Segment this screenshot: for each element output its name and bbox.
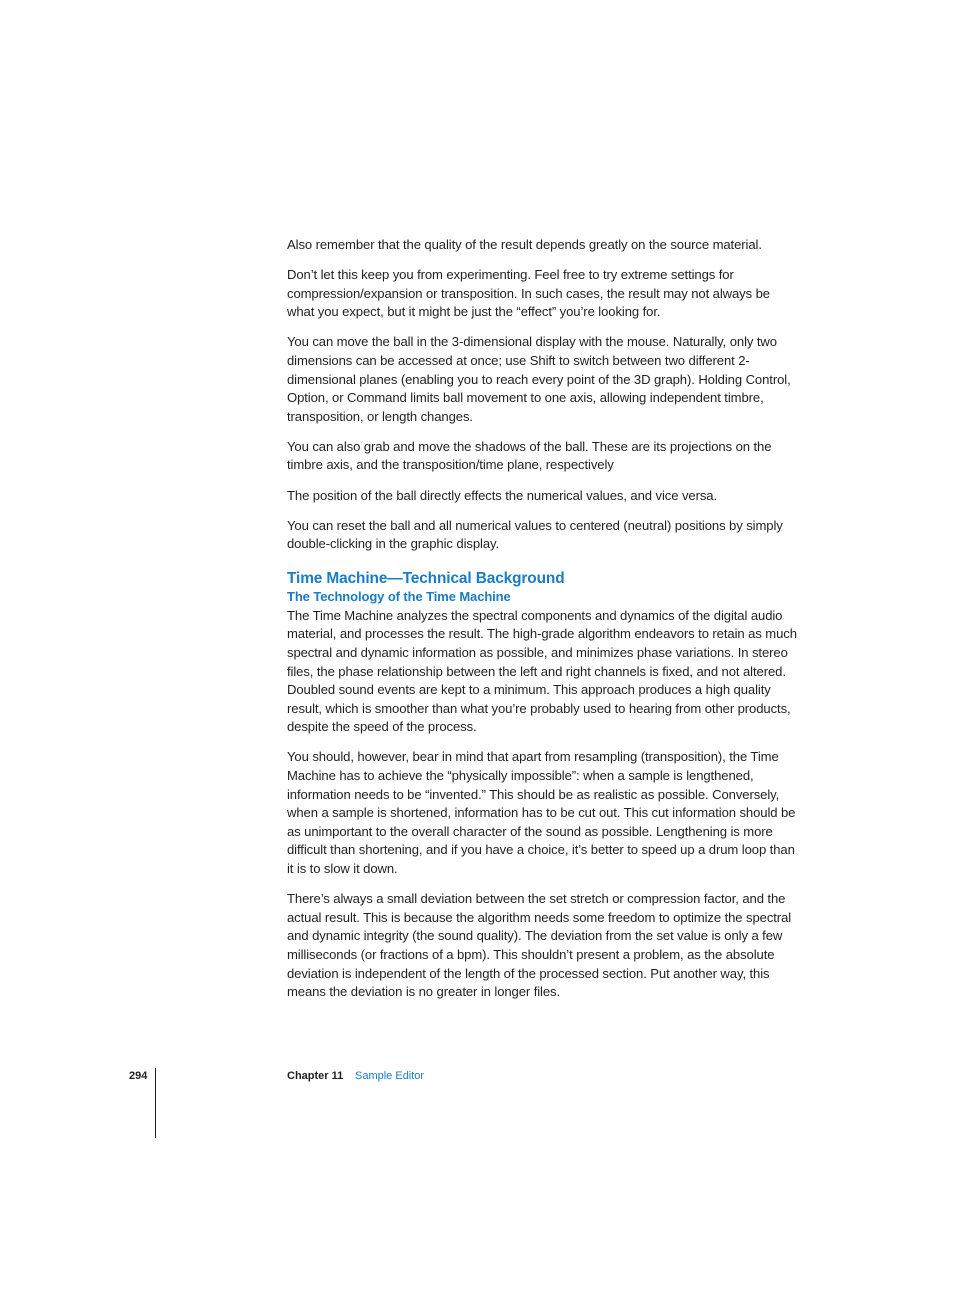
body-paragraph: Also remember that the quality of the result depends greatly on the source material.	[287, 237, 762, 252]
footer-chapter-label: Chapter 11	[287, 1070, 344, 1082]
body-paragraph: You can reset the ball and all numerical values to centered (neutral) positions by simply double-clicking in the graphic display.	[287, 517, 783, 552]
footer-divider	[155, 1068, 156, 1138]
body-paragraph: You can also grab and move the shadows of the ball. These are its projections on the timbre axis, and the transposition/time plane, respectively	[287, 438, 772, 473]
body-paragraph: You should, however, bear in mind that apart from resampling (transposition), the Time Machine has to achieve the “physically impossible”: when a sample is lengthened, information needs to be “invented.” This should be as realistic as possible. Conversely, when a sample is shortened, information has to be cut out. This cut information should be as unimportant to the overall character of the sound as possible. Lengthening is more difficult than shortening, and if you have a choice, it’s better to speed up a drum loop than it is to slow it down.	[287, 749, 796, 877]
text-column	[287, 236, 797, 1013]
body-paragraph: Don’t let this keep you from experimenting. Feel free to try extreme settings for compression/expansion or transposition. In such cases, the result may not always be what you expect, but it might be just the “effect” you’re looking for.	[287, 267, 770, 320]
body-paragraph: The Time Machine analyzes the spectral components and dynamics of the digital audio material, and processes the result. The high-grade algorithm endeavors to retain as much spectral and dynamic information as possible, and minimizes phase variations. In stereo files, the phase relationship between the left and right channels is fixed, and not altered. Doubled sound events are kept to a minimum. This approach produces a high quality result, which is smoother than what you’re probably used to hearing from other products, despite the speed of the process.	[287, 607, 797, 735]
sub-heading: The Technology of the Time Machine	[287, 588, 511, 604]
footer-chapter-title: Sample Editor	[355, 1070, 425, 1082]
body-paragraph: The position of the ball directly effects the numerical values, and vice versa.	[287, 487, 717, 503]
section-heading: Time Machine—Technical Background	[287, 569, 565, 587]
body-paragraph: There’s always a small deviation between the set stretch or compression factor, and the actual result. This is because the algorithm needs some freedom to optimize the spectral and dynamic integrity (the sound quality). The deviation from the set value is only a few milliseconds (or fractions of a bpm). This shouldn’t present a problem, as the absolute deviation is independent of the length of the processed section. Put another way, this means the deviation is no greater in longer files.	[287, 891, 792, 1000]
body-paragraph: You can move the ball in the 3-dimensional display with the mouse. Naturally, only two dimensions can be accessed at once; use Shift to switch between two different 2-dimensional planes (enabling you to reach every point of the 3D graph). Holding Control, Option, or Command limits ball movement to one axis, allowing independent timbre, transposition, or length changes.	[287, 334, 791, 424]
page-number: 294	[129, 1070, 148, 1082]
